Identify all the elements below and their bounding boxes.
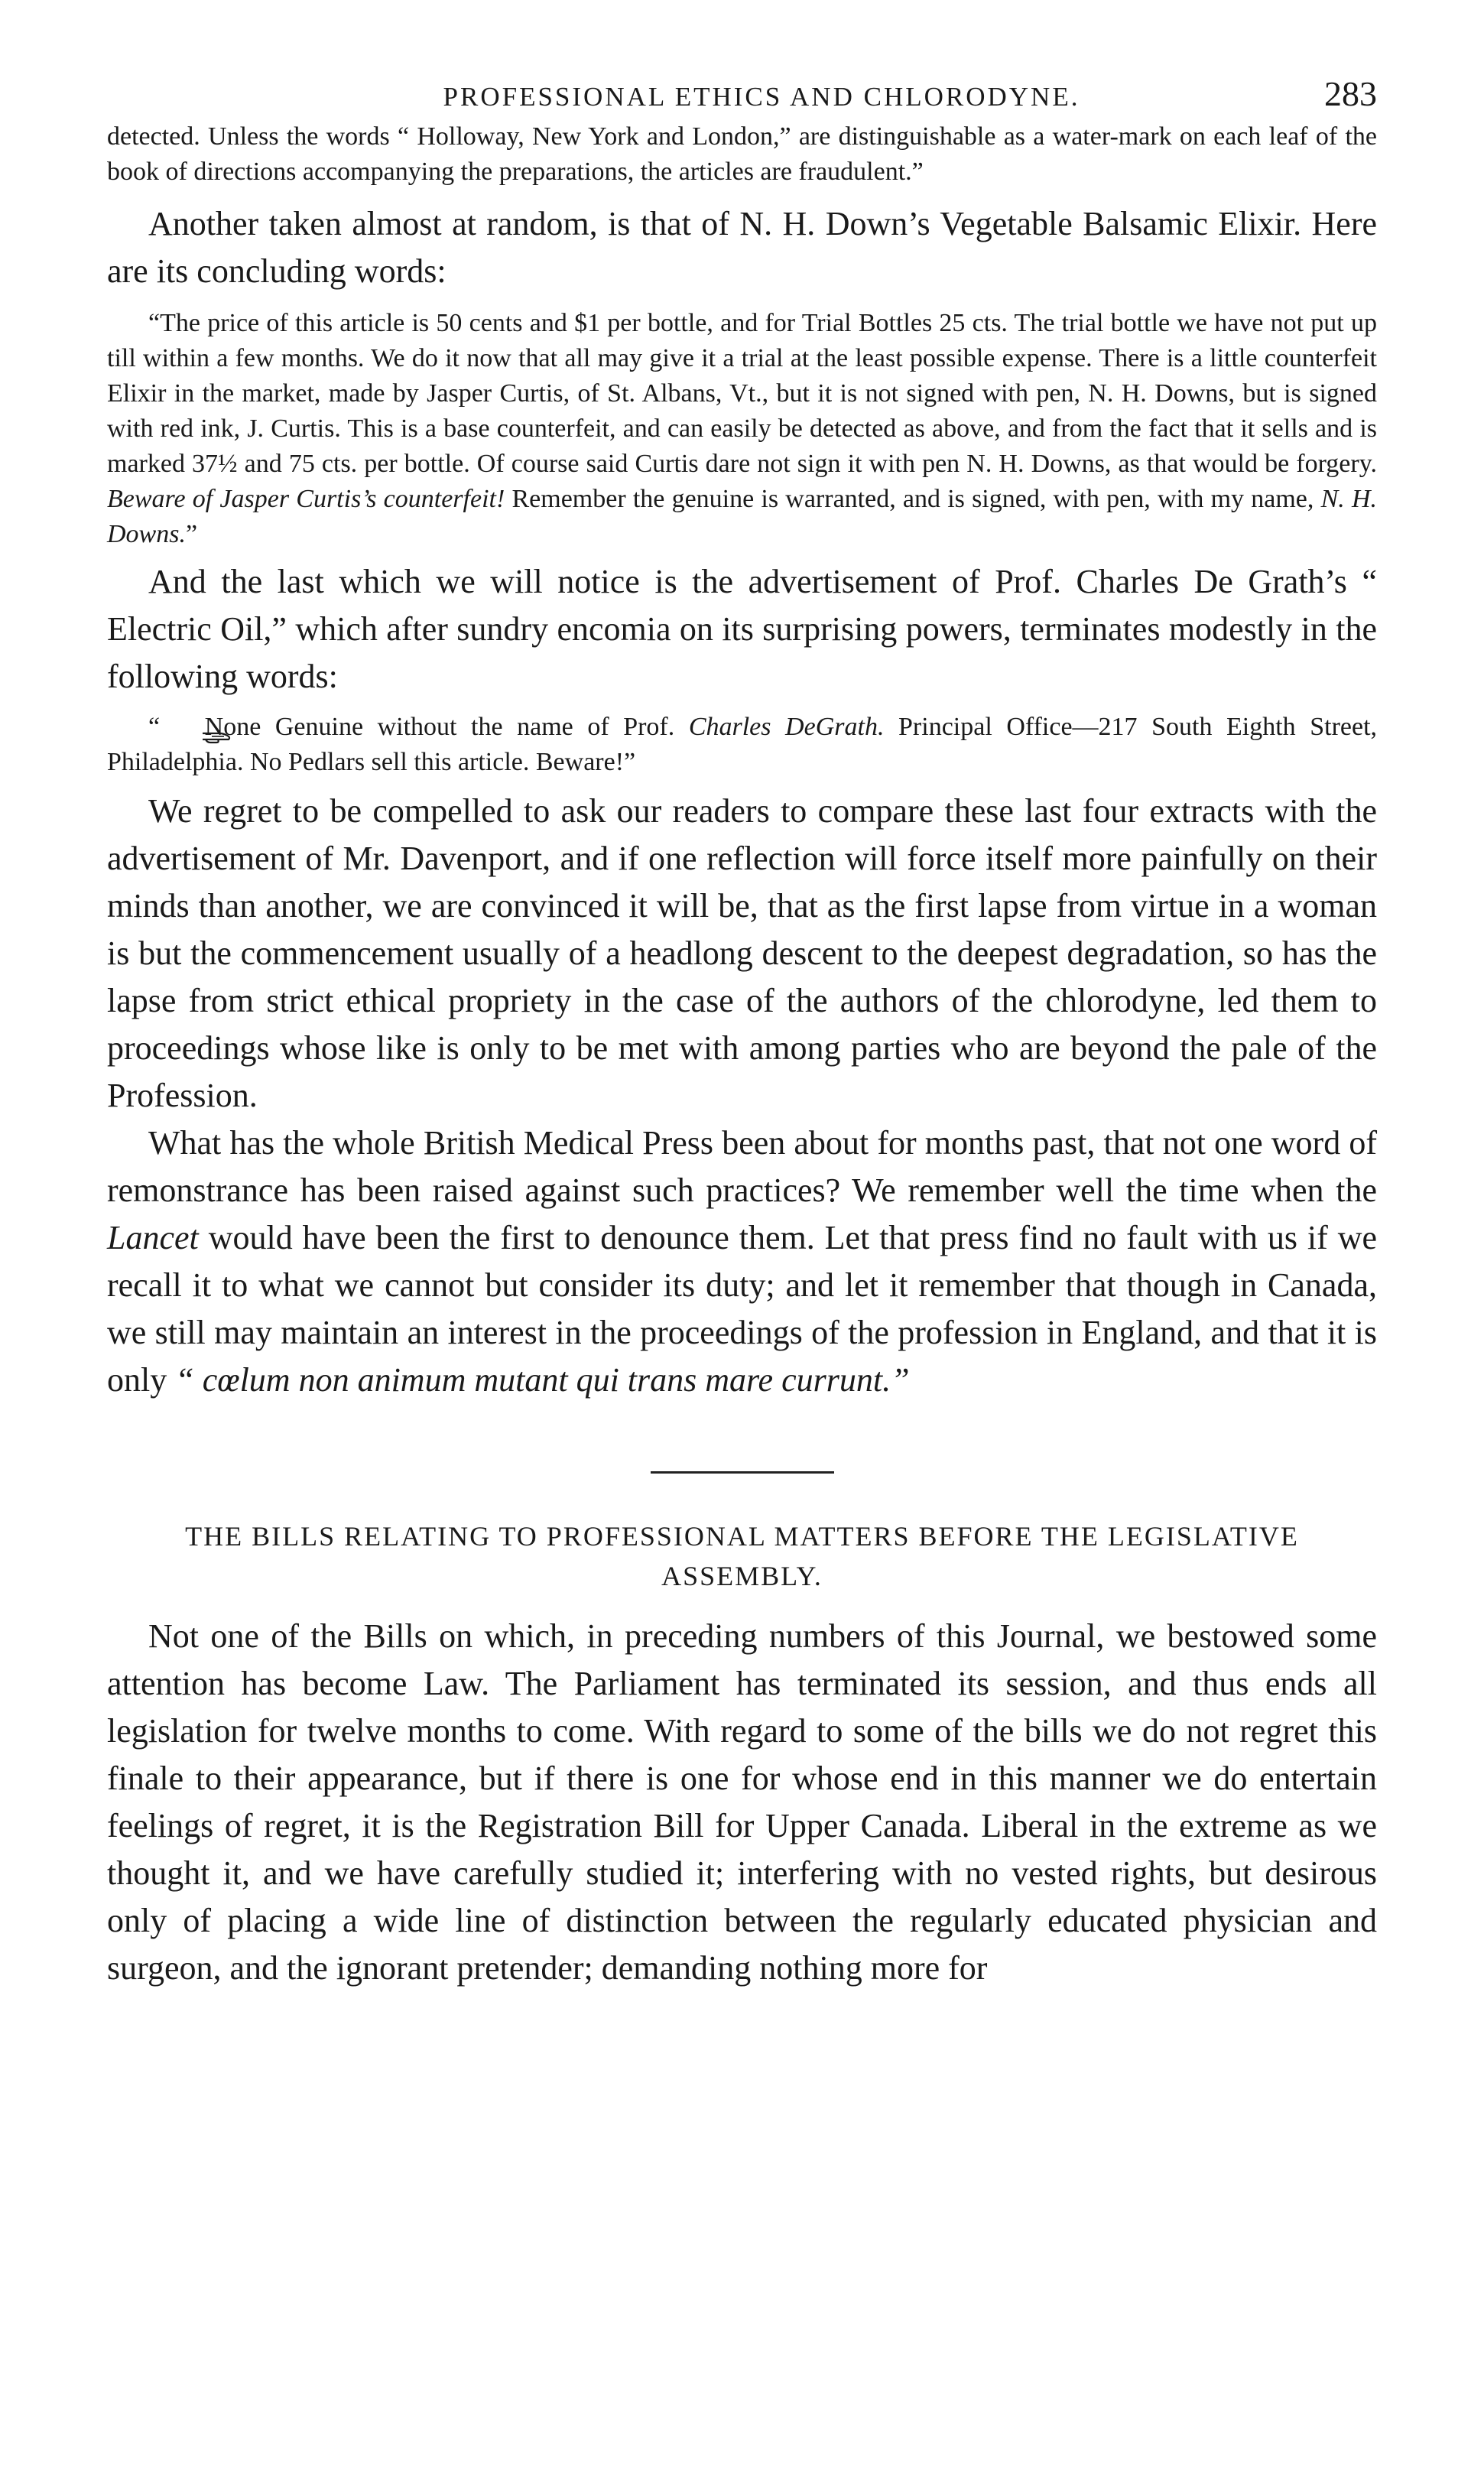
section-heading: THE BILLS RELATING TO PROFESSIONAL MATTERS BEFORE THE LEGISLATIVE ASSEMBLY. (185, 1521, 1299, 1591)
paragraph-medical-press (107, 1120, 1377, 1404)
paragraph-text: would have been the first to denounce them. Let that press find no fault with us if we recall it to what we cannot but consider its duty; and let it remember that though in Canada, we still may maintain an interest in the proceedings of the profession in England, and that it is only (107, 1219, 1378, 1399)
quote-open: “ (148, 713, 161, 741)
quote-close: ” (185, 520, 198, 548)
paragraph-bills: Not one of the Bills on which, in preceding numbers of this Journal, we bestowed some attention has become Law. The Parliament has terminated its session, and thus ends all legislation for twelve months to come. With regard to some of the bills we do not regret this finale to their appearance, but if there is one for whose end in this manner we do entertain feelings of regret, it is the Registration Bill for Upper Canada. Liberal in the extreme as we thought it, and we have carefully studied it; interfering with no vested rights, but desirous only of placing a wide line of distinction between the regularly educated physician and surgeon, and the ignorant pretender; demanding nothing more for (107, 1617, 1377, 1987)
paragraph-regret: We regret to be compelled to ask our readers to compare these last four extracts with the advertisement of Mr. Davenport, and if one reflection will force itself more painfully on their minds than another, we are convinced it will be, that as the first lapse from virtue in a woman is but the commencement usually of a headlong descent to the deepest degradation, so has the lapse from strict ethical propriety in the case of the authors of the chlorodyne, led them to proceedings whose like is only to be met with among parties who are beyond the pale of the Profession. (107, 792, 1377, 1114)
paragraph-degrath-intro: And the last which we will notice is the advertisement of Prof. Charles De Grath’s “ Electric Oil,” which after sundry encomia on its surprising powers, terminates modestly in the following words: (107, 563, 1377, 695)
quote-italic-name: Charles DeGrath. (688, 713, 885, 741)
italic-lancet: Lancet (107, 1219, 199, 1256)
quote-italic-warning: Beware of Jasper Curtis’s counterfeit! (107, 485, 505, 513)
italic-latin-quote: “ cœlum non animum mutant qui trans mare currunt.” (175, 1361, 910, 1399)
running-header (107, 73, 1377, 119)
section-divider (651, 1471, 834, 1474)
quote-degrath-oil (107, 710, 1377, 780)
quote-text: None Genuine without the name of Prof. (204, 713, 675, 741)
paragraph-text: What has the whole British Medical Press been about for months past, that not one word of remonstrance has been raised against such practices? We remember well the time when the (107, 1124, 1377, 1209)
quote-text: Principal Office—217 South Eighth Street, Philadelphia. No Pedlars sell this article. Beware!” (107, 713, 1378, 776)
paragraph-downs-intro: Another taken almost at random, is that of N. H. Down’s Vegetable Balsamic Elixir. Here are its concluding words: (107, 205, 1377, 290)
quote-text: “The price of this article is 50 cents and $1 per bottle, and for Trial Bottles 25 cts. The trial bottle we have not put up till within a few months. We do it now that all may give it a trial at the least possible expense. There is a little counterfeit Elixir in the market, made by Jasper Curtis, of St. Albans, Vt., but it is not signed with pen, N. H. Downs, but is signed with red ink, J. Curtis. This is a base counterfeit, and can easily be detected as above, and from the fact that it sells and is marked 37½ and 75 cts. per bottle. Of course said Curtis dare not sign it with pen N. H. Downs, as that would be forgery. (107, 309, 1377, 478)
quote-downs-elixir (107, 306, 1377, 552)
page-number: 283 (1324, 74, 1377, 113)
paragraph-continued: detected. Unless the words “ Holloway, New York and London,” are distinguishable as a water-mark on each leaf of the book of directions accompanying the preparations, the articles are fraudulent.” (107, 122, 1377, 186)
pointing-hand-icon (160, 720, 190, 737)
quote-italic-signature: N. H. Downs. (107, 485, 1378, 548)
running-title: PROFESSIONAL ETHICS AND CHLORODYNE. (443, 82, 1080, 112)
quote-text: Remember the genuine is warranted, and is signed, with pen, with my name, (511, 485, 1314, 513)
